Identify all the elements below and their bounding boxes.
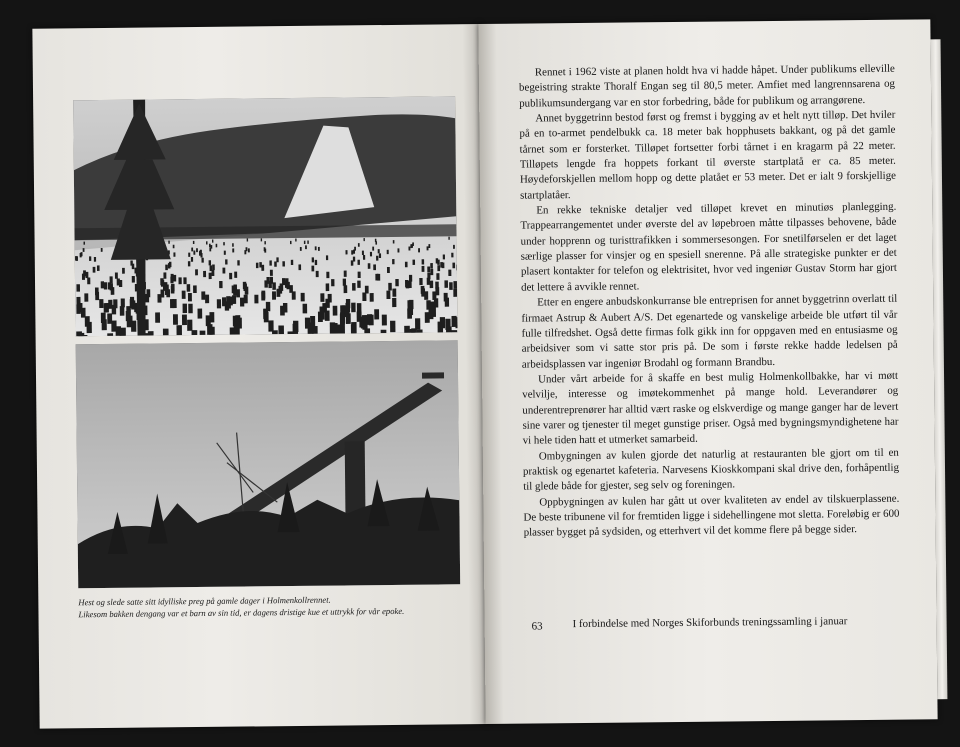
body-text [519, 62, 900, 542]
open-book [32, 19, 937, 728]
left-page [32, 24, 487, 729]
paragraph: Rennet i 1962 viste at planen holdt hva vi hadde håpet. Under publikums elleville begeistring strakte Thoralf Engan seg til 80,5 meter. Amfiet med langrennsarena og publikumsundergang var en stor forbedring, både for publikum og arrangørene. [518, 62, 896, 110]
caption-line: Hest og slede satte sitt idylliske preg på gamle dager i Holmenkollrennet. [78, 594, 331, 608]
paragraph: En rekke tekniske detaljer ved tilløpet krevet en minutiøs planlegging. Trappearrangementet under øverste del av løpebroen måtte tilpasses behovene, både under hopprenn og turisttrafikken i sommersesongen. For snetilførselen er det laget særlige plasser for vinsjer og en spesiell snerenne. På alle strategiske punkter er det plasert kontakter for telefon og elektrisitet, hvor ved ingeniør Gustav Storm har gjort det lettere å avvikle rennet. [520, 200, 897, 294]
photo-caption [78, 592, 468, 620]
paragraph: Ombygningen av kulen gjorde det naturlig at restauranten ble gjort om til en praktisk og egenartet kafeteria. Narvesens Kioskkompani skal drive den, forhåpentlig til glede både for gjester, seg selv og foreningen. [522, 446, 900, 493]
ski-jump-crowd-photo [73, 96, 457, 336]
caption-line: Likesom bakken dengang var et barn av sin tid, er dagens dristige kue et uttrykk for vår epoke. [78, 605, 405, 620]
ski-jump-tower-photo [76, 340, 461, 588]
page-edges [931, 39, 948, 699]
paragraph: Annet byggetrinn bestod først og fremst i bygging av et helt nytt tilløp. Det hviler på en to-armet pendelbukk ca. 18 meter bak hopphusets bakkant, og på det gamle tårnet som er forsterket. Tilløpet fortsetter forbi tårnet i en kragarm på 22 meter. Tilløpets lengde fra hoppets forkant til øverste startplatå er ca. 85 meter. Høydeforskjellen mellom hopp og dette platået er 53 meter. Det er ialt 9 forskjellige startplatåer. [519, 108, 897, 202]
page-number: 63 [531, 620, 543, 633]
right-page [478, 19, 937, 724]
continuation-line: I forbindelse med Norges Skiforbunds treningssamling i januar [572, 615, 848, 631]
paragraph: Under vårt arbeide for å skaffe en best mulig Holmenkollbakke, har vi møtt velvilje, interesse og imøtekommenhet på mange hold. Leverandører og underentreprenører har alltid vært raske og elskverdige og mange ganger har de levert sine varer og tjenester til meget gunstige priser. Også med bygningsmyndighetene har vi hele tiden hatt et utmerket samarbeid. [522, 369, 899, 447]
paragraph: Etter en engere anbudskonkurranse ble entreprisen for annet byggetrinn overlatt til firmaet Astrup & Aubert A/S. Det egenartede og vanskelige arbeide ble utført til vår fulle tilfredshet. Også dette firmas folk gikk inn for oppgaven med en entusiasme og arbeidsiver som vi satte stor pris på. De som i første rekke hadde ledelsen på arbeidsplassen var ingeniør Brodahl og formann Brandbu. [521, 292, 898, 371]
paragraph: Oppbygningen av kulen har gått ut over kvaliteten av endel av tilskuerplassene. De beste tribunene vil for fremtiden ligge i sidehellingene mot sletta. Foreløbig er 600 plasser bygget på sydsiden, og etterhvert vil det komme flere på begge sider. [523, 492, 900, 539]
